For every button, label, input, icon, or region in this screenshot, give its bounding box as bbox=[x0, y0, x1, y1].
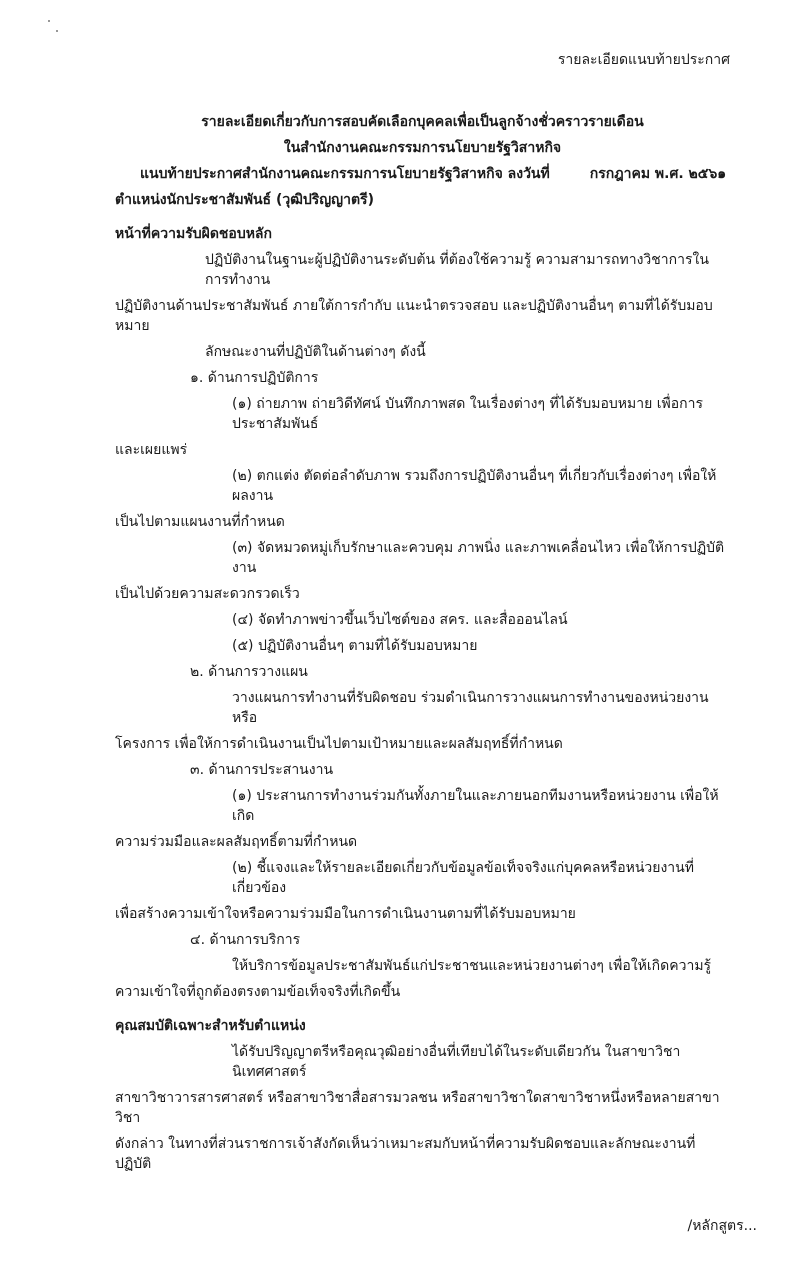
duty-item: (๕) ปฏิบัติงานอื่นๆ ตามที่ได้รับมอบหมาย bbox=[232, 638, 478, 654]
doc-title: รายละเอียดเกี่ยวกับการสอบคัดเลือกบุคคลเพื่อเป็นลูกจ้างชั่วคราวรายเดือน bbox=[201, 114, 644, 130]
qualification-text: ได้รับปริญญาตรีหรือคุณวุฒิอย่างอื่นที่เทียบได้ในระดับเดียวกัน ในสาขาวิชานิเทศศาสตร์ bbox=[232, 1044, 681, 1080]
qualification-text: ดังกล่าว ในทางที่ส่วนราชการเจ้าสังกัดเห็นว่าเหมาะสมกับหน้าที่ความรับผิดชอบและลักษณะงานที่ปฏิบัติ bbox=[115, 1136, 696, 1172]
spacer bbox=[115, 1198, 730, 1216]
duty-item: (๒) ตกแต่ง ตัดต่อลำดับภาพ รวมถึงการปฏิบัติงานอื่นๆ ที่เกี่ยวกับเรื่องต่างๆ เพื่อให้ผลงาน bbox=[232, 468, 717, 504]
duty-item: ความร่วมมือและผลสัมฤทธิ์ตามที่กำหนด bbox=[115, 834, 358, 850]
spacer bbox=[115, 1008, 730, 1016]
duties-text: ปฏิบัติงานด้านประชาสัมพันธ์ ภายใต้การกำกับ แนะนำตรวจสอบ และปฏิบัติงานอื่นๆ ตามที่ได้รับมอบหมาย bbox=[115, 298, 713, 334]
qualification-text: สาขาวิชาวารสารศาสตร์ หรือสาขาวิชาสื่อสารมวลชน หรือสาขาวิชาใดสาขาวิชาหนึ่งหรือหลายสาขาวิชา bbox=[115, 1090, 720, 1126]
header-note: รายละเอียดแนบท้ายประกาศ bbox=[557, 52, 730, 68]
announcement-ref: แนบท้ายประกาศสำนักงานคณะกรรมการนโยบายรัฐวิสาหกิจ ลงวันที่ bbox=[140, 166, 550, 182]
duty-item: (๑) ถ่ายภาพ ถ่ายวิดีทัศน์ บันทึกภาพสด ในเรื่องต่างๆ ที่ได้รับมอบหมาย เพื่อการประชาสัมพันธ์ bbox=[232, 396, 704, 432]
section-heading: ๑. ด้านการปฏิบัติการ bbox=[190, 370, 319, 386]
section-heading: ๔. ด้านการบริการ bbox=[190, 932, 301, 948]
duty-item: เป็นไปด้วยความสะดวกรวดเร็ว bbox=[115, 586, 300, 602]
duty-item: โครงการ เพื่อให้การดำเนินงานเป็นไปตามเป้าหมายและผลสัมฤทธิ์ที่กำหนด bbox=[115, 736, 563, 752]
duty-item: (๔) จัดทำภาพข่าวขึ้นเว็บไซต์ของ สคร. และสื่อออนไลน์ bbox=[232, 612, 568, 628]
duty-item: เป็นไปตามแผนงานที่กำหนด bbox=[115, 514, 285, 530]
announcement-line bbox=[115, 164, 730, 184]
duty-item: (๓) จัดหมวดหมู่เก็บรักษาและควบคุม ภาพนิ่ง และภาพเคลื่อนไหว เพื่อให้การปฏิบัติงาน bbox=[232, 540, 725, 576]
duty-item: (๒) ชี้แจงและให้รายละเอียดเกี่ยวกับข้อมูลข้อเท็จจริงแก่บุคคลหรือหน่วยงานที่เกี่ยวข้อง bbox=[232, 860, 694, 896]
section-heading: ๓. ด้านการประสานงาน bbox=[190, 762, 334, 778]
qualifications-heading: คุณสมบัติเฉพาะสำหรับตำแหน่ง bbox=[115, 1018, 306, 1034]
spacer bbox=[115, 76, 730, 94]
duty-item: เพื่อสร้างความเข้าใจหรือความร่วมมือในการดำเนินงานตามที่ได้รับมอบหมาย bbox=[115, 906, 576, 922]
spacer bbox=[115, 1180, 730, 1198]
duties-text: ปฏิบัติงานในฐานะผู้ปฏิบัติงานระดับต้น ที่ต้องใช้ความรู้ ความสามารถทางวิชาการในการทำงาน bbox=[205, 252, 709, 288]
duties-heading: หน้าที่ความรับผิดชอบหลัก bbox=[115, 226, 272, 242]
duties-text: ลักษณะงานที่ปฏิบัติในด้านต่างๆ ดังนี้ bbox=[205, 344, 426, 360]
duty-item: (๑) ประสานการทำงานร่วมกันทั้งภายในและภายนอกทีมงานหรือหน่วยงาน เพื่อให้เกิด bbox=[232, 788, 719, 824]
announcement-date: กรกฎาคม พ.ศ. ๒๕๖๑ bbox=[589, 166, 727, 182]
doc-subtitle: ในสำนักงานคณะกรรมการนโยบายรัฐวิสาหกิจ bbox=[283, 140, 562, 156]
scan-speck bbox=[56, 30, 58, 32]
continuation-marker: /หลักสูตร... bbox=[687, 1218, 757, 1234]
duty-item: ให้บริการข้อมูลประชาสัมพันธ์แก่ประชาชนและหน่วยงานต่างๆ เพื่อให้เกิดความรู้ bbox=[232, 958, 712, 974]
spacer bbox=[115, 216, 730, 224]
position-title: ตำแหน่งนักประชาสัมพันธ์ (วุฒิปริญญาตรี) bbox=[115, 192, 374, 208]
spacer bbox=[115, 94, 730, 112]
scan-speck bbox=[48, 20, 50, 22]
duty-item: ความเข้าใจที่ถูกต้องตรงตามข้อเท็จจริงที่เกิดขึ้น bbox=[115, 984, 401, 1000]
section-heading: ๒. ด้านการวางแผน bbox=[190, 664, 308, 680]
duty-item: วางแผนการทำงานที่รับผิดชอบ ร่วมดำเนินการวางแผนการทำงานของหน่วยงานหรือ bbox=[232, 690, 709, 726]
duty-item: และเผยแพร่ bbox=[115, 442, 188, 458]
